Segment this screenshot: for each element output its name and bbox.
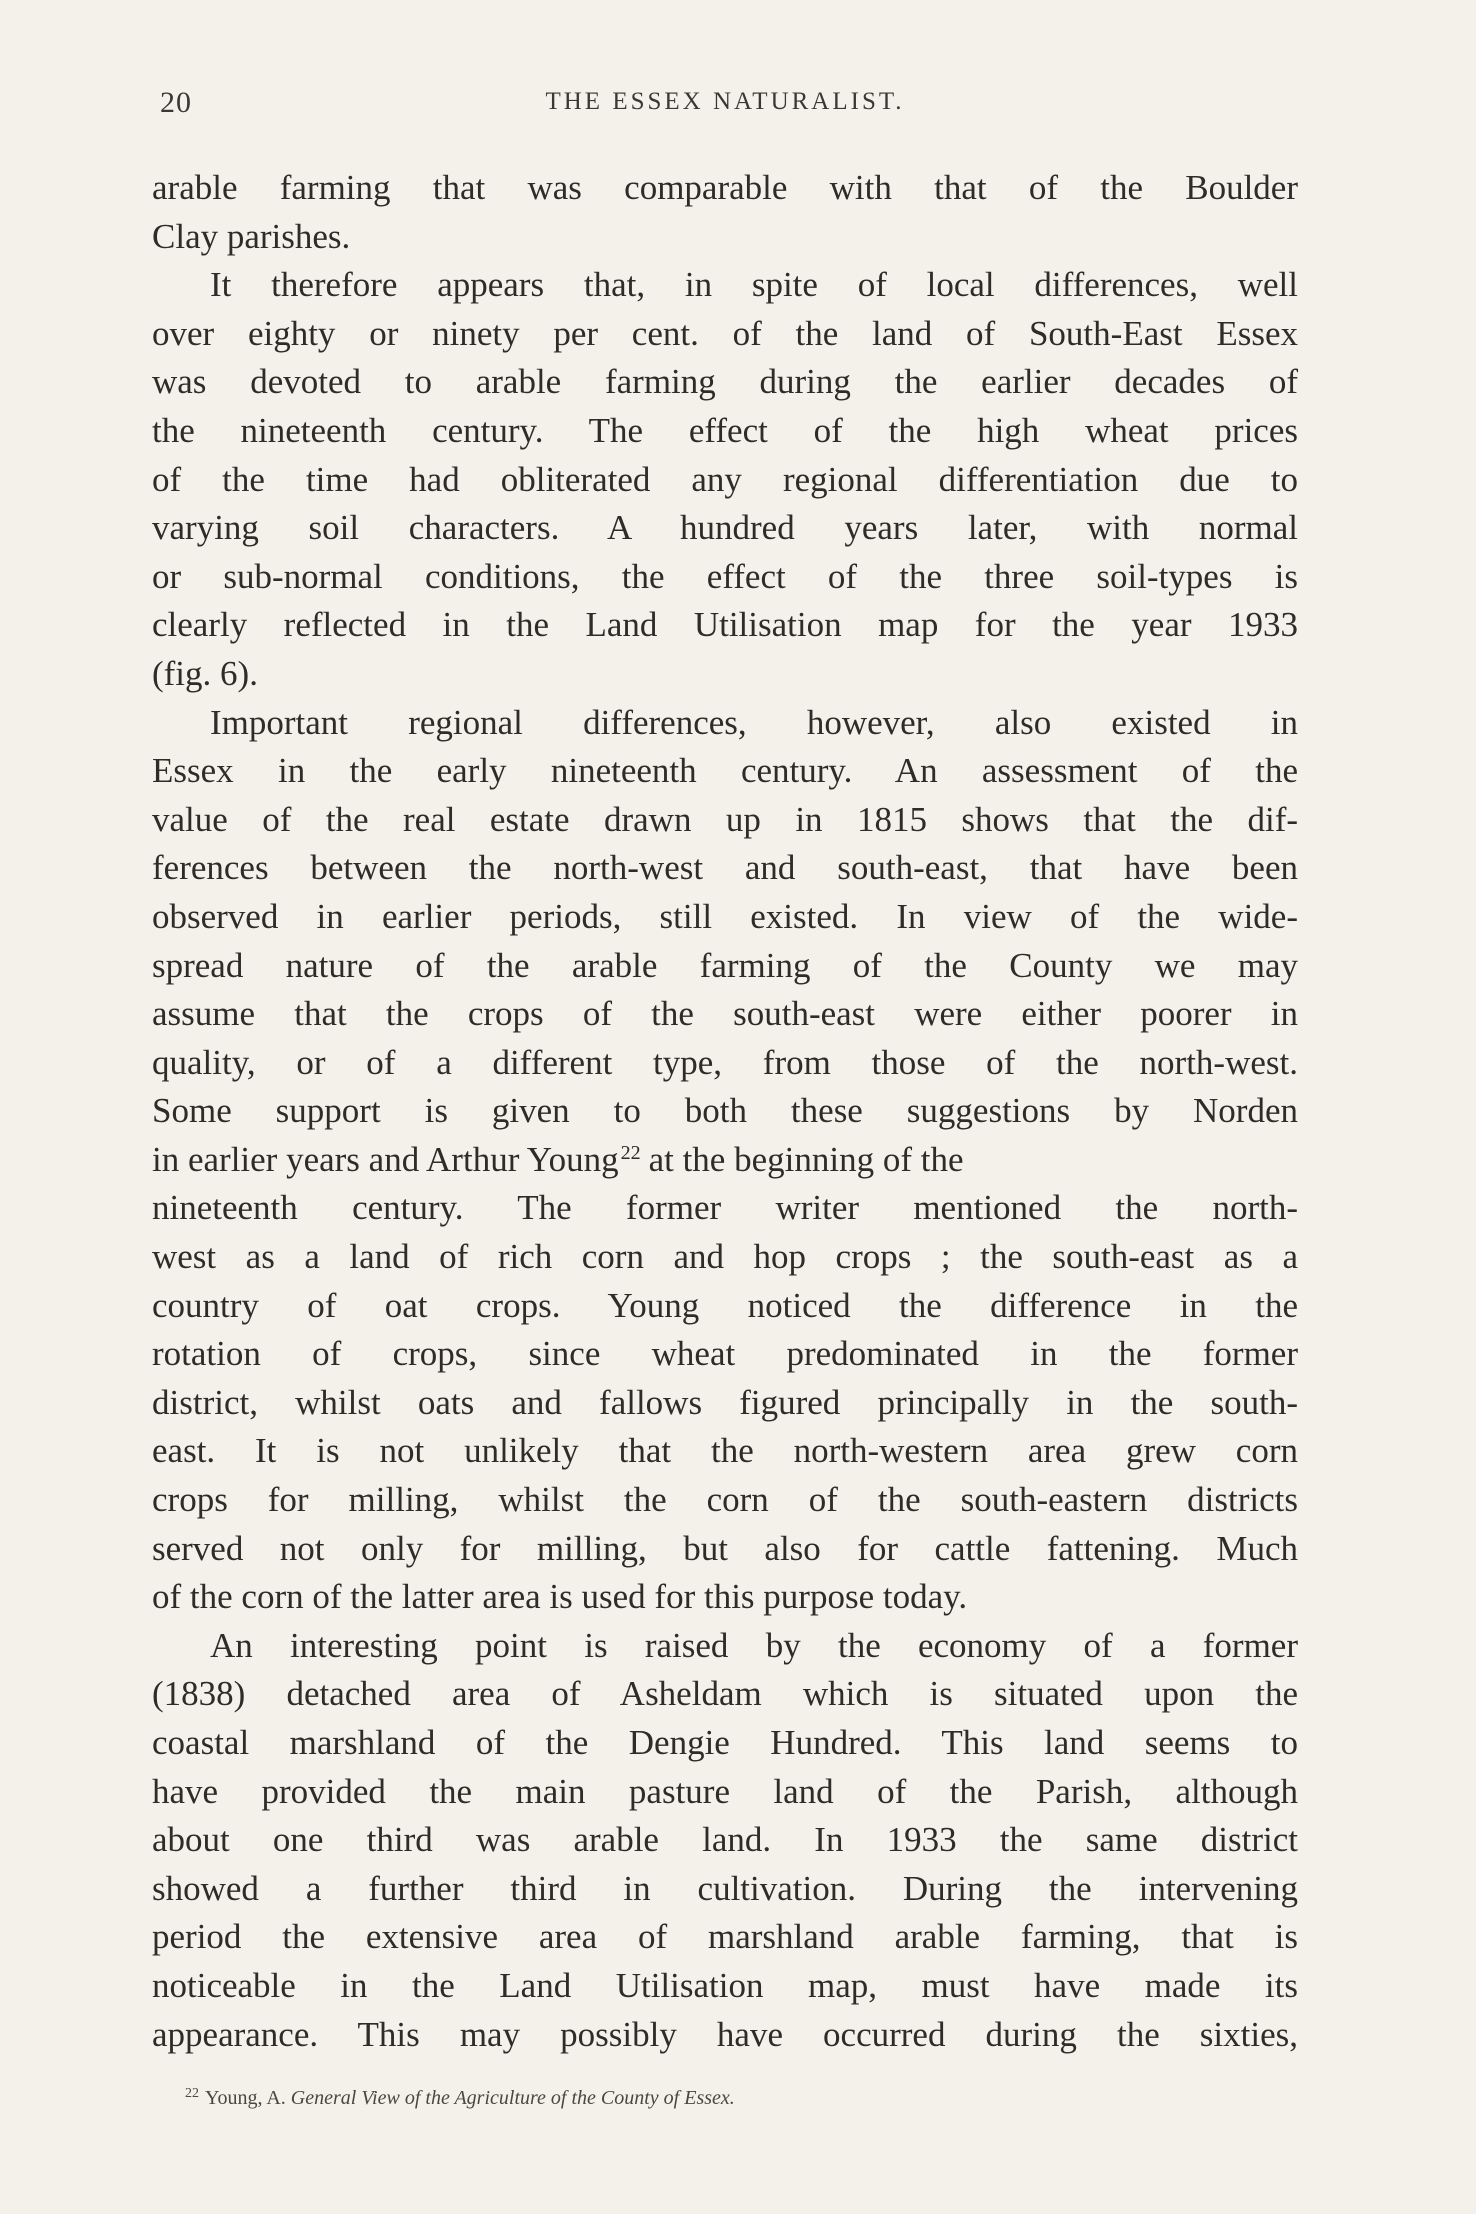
- text-line-head: in earlier years and Arthur Young: [152, 1139, 619, 1179]
- footnote-reference: 22: [620, 1141, 641, 1164]
- text-line: crops for milling, whilst the corn of the south-eastern districts: [152, 1480, 1298, 1520]
- text-line: of the corn of the latter area is used for this purpose today.: [152, 1577, 968, 1617]
- text-line: showed a further third in cultivation. During the intervening: [152, 1868, 1298, 1908]
- text-line: observed in earlier periods, still existed. In view of the wide-: [152, 896, 1298, 936]
- text-line: An interesting point is raised by the economy of a former: [210, 1625, 1298, 1665]
- text-line: about one third was arable land. In 1933 the same district: [152, 1820, 1298, 1860]
- page-number: 20: [160, 86, 192, 119]
- text-line: It therefore appears that, in spite of local differences, well: [210, 265, 1298, 305]
- text-line: value of the real estate drawn up in 1815 shows that the dif-: [152, 799, 1298, 839]
- text-line: noticeable in the Land Utilisation map, must have made its: [152, 1965, 1298, 2005]
- text-line: appearance. This may possibly have occurred during the sixties,: [152, 2014, 1298, 2054]
- text-line: Important regional differences, however, also existed in: [210, 702, 1298, 742]
- text-line-tail: at the beginning of the: [648, 1139, 964, 1179]
- text-line-with-footnote-ref: [152, 1136, 1298, 1185]
- text-line: Clay parishes.: [152, 216, 351, 256]
- text-line: nineteenth century. The former writer mentioned the north-: [152, 1188, 1298, 1228]
- text-line: over eighty or ninety per cent. of the land of South-East Essex: [152, 313, 1298, 353]
- text-line: ferences between the north-west and south-east, that have been: [152, 848, 1298, 888]
- text-line: assume that the crops of the south-east were either poorer in: [152, 994, 1298, 1034]
- text-line: country of oat crops. Young noticed the difference in the: [152, 1285, 1298, 1325]
- text-line: the nineteenth century. The effect of the high wheat prices: [152, 410, 1298, 450]
- text-line: have provided the main pasture land of the Parish, although: [152, 1771, 1298, 1811]
- text-line: period the extensive area of marshland arable farming, that is: [152, 1917, 1298, 1957]
- text-line: rotation of crops, since wheat predominated in the former: [152, 1334, 1298, 1374]
- footnote-author: Young, A.: [205, 2087, 286, 2109]
- running-head: THE ESSEX NATURALIST.: [545, 88, 905, 115]
- body-text: [152, 164, 1298, 2059]
- footnote: [185, 2086, 1285, 2110]
- text-line: district, whilst oats and fallows figured principally in the south-: [152, 1382, 1298, 1422]
- text-line: (1838) detached area of Asheldam which is situated upon the: [152, 1674, 1298, 1714]
- text-line: clearly reflected in the Land Utilisation map for the year 1933: [152, 605, 1298, 645]
- footnote-title: General View of the Agriculture of the County of Essex.: [290, 2087, 735, 2109]
- text-line: quality, or of a different type, from those of the north-west.: [152, 1042, 1298, 1082]
- text-line: east. It is not unlikely that the north-western area grew corn: [152, 1431, 1298, 1471]
- footnote-number: 22: [185, 2086, 199, 2101]
- text-line: or sub-normal conditions, the effect of the three soil-types is: [152, 556, 1298, 596]
- page-header: [152, 86, 1298, 126]
- text-line: of the time had obliterated any regional differentiation due to: [152, 459, 1298, 499]
- text-line: (fig. 6).: [152, 653, 258, 693]
- text-line: coastal marshland of the Dengie Hundred. This land seems to: [152, 1723, 1298, 1762]
- text-line: arable farming that was comparable with that of the Boulder: [152, 168, 1298, 207]
- text-line: Some support is given to both these suggestions by Norden: [152, 1091, 1298, 1131]
- text-line: west as a land of rich corn and hop crops ; the south-east as a: [152, 1237, 1298, 1277]
- text-line: served not only for milling, but also for cattle fattening. Much: [152, 1528, 1298, 1568]
- text-line: spread nature of the arable farming of the County we may: [152, 945, 1298, 985]
- text-line: was devoted to arable farming during the earlier decades of: [152, 362, 1298, 402]
- text-line: Essex in the early nineteenth century. An assessment of the: [152, 751, 1298, 791]
- text-line: varying soil characters. A hundred years later, with normal: [152, 508, 1298, 548]
